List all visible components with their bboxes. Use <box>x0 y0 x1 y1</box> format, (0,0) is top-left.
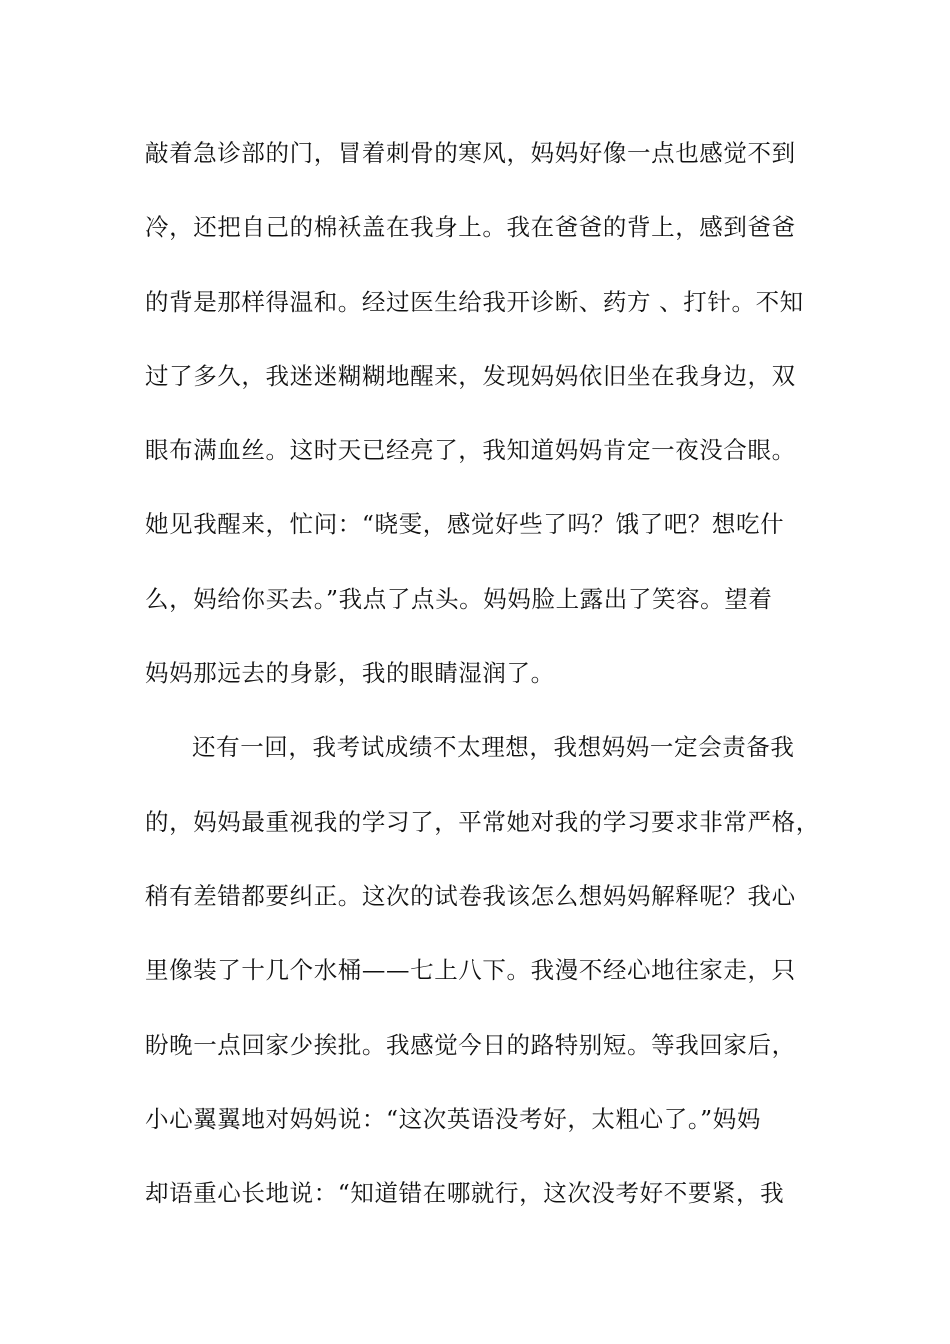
text-line: 敲着急诊部的门，冒着刺骨的寒风，妈妈好像一点也感觉不到 <box>145 139 796 167</box>
text-line: 的背是那样得温和。经过医生给我开诊断、药方 、打针。不知 <box>145 287 804 316</box>
paragraph-start-line: 还有一回，我考试成绩不太理想，我想妈妈一定会责备我 <box>192 733 795 762</box>
text-line: 里像装了十几个水桶——七上八下。我漫不经心地往家走，只 <box>145 956 796 985</box>
text-line: 小心翼翼地对妈妈说：“这次英语没考好，太粗心了。”妈妈 <box>145 1104 761 1133</box>
text-line: 么，妈给你买去。”我点了点头。妈妈脸上露出了笑容。望着 <box>145 584 773 613</box>
text-line: 妈妈那远去的身影，我的眼睛湿润了。 <box>145 659 555 688</box>
text-line: 冷，还把自己的棉袄盖在我身上。我在爸爸的背上，感到爸爸 <box>145 213 796 242</box>
text-line: 的，妈妈最重视我的学习了，平常她对我的学习要求非常严格， <box>145 807 820 836</box>
body-text <box>145 131 820 1245</box>
text-line: 盼晚一点回家少挨批。我感觉今日的路特别短。等我回家后， <box>145 1030 796 1059</box>
text-line: 却语重心长地说：“知道错在哪就行，这次没考好不要紧，我 <box>145 1179 785 1208</box>
text-line: 过了多久，我迷迷糊糊地醒来，发现妈妈依旧坐在我身边，双 <box>145 361 796 390</box>
text-line: 稍有差错都要纠正。这次的试卷我该怎么想妈妈解释呢？我心 <box>145 881 796 910</box>
text-line: 她见我醒来，忙问：“晓雯，感觉好些了吗？饿了吧？想吃什 <box>145 510 785 539</box>
text-line: 眼布满血丝。这时天已经亮了，我知道妈妈肯定一夜没合眼。 <box>145 436 796 465</box>
